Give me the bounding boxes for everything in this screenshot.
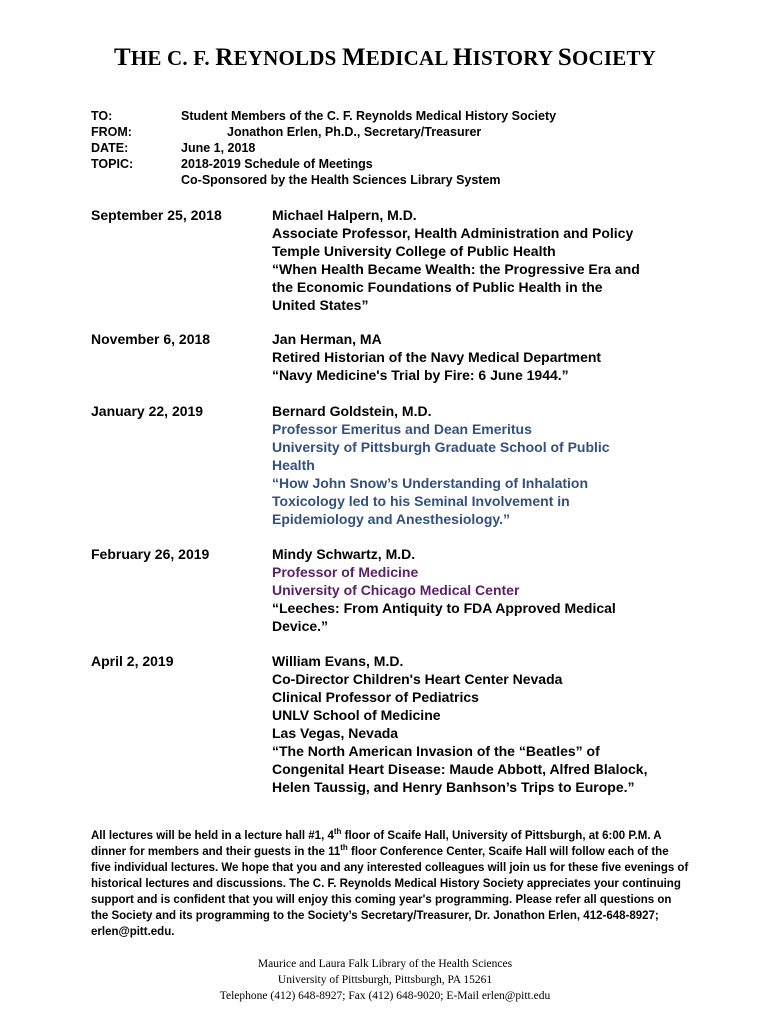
event-details bbox=[272, 545, 692, 635]
event-date: November 6, 2018 bbox=[91, 331, 211, 347]
memo-date-label: DATE: bbox=[91, 141, 129, 155]
title-part: H bbox=[452, 44, 473, 71]
speaker-affiliation: UNLV School of Medicine bbox=[272, 707, 441, 723]
lecture-title-line: “How John Snow’s Understanding of Inhalation bbox=[272, 475, 589, 491]
speaker-affiliation: Health bbox=[272, 457, 315, 473]
speaker-affiliation: University of Pittsburgh Graduate School of Public bbox=[272, 439, 610, 455]
memo-topic-value: 2018-2019 Schedule of Meetings bbox=[181, 157, 373, 171]
lecture-title-line: Helen Taussig, and Henry Banhson’s Trips to Europe.” bbox=[272, 779, 635, 795]
speaker-title: Professor Emeritus and Dean Emeritus bbox=[272, 421, 532, 437]
memo-topic-label: TOPIC: bbox=[91, 157, 134, 171]
lecture-title-line: “Navy Medicine's Trial by Fire: 6 June 1944.” bbox=[272, 367, 569, 383]
event-date: February 26, 2019 bbox=[91, 546, 210, 562]
title-part: EYNOLDS bbox=[233, 46, 342, 70]
event-date: January 22, 2019 bbox=[91, 403, 204, 419]
paragraph-text: floor of Scaife Hall, University of Pittsburgh, at 6:00 P.M. A dinner for members and their guests in the 11 bbox=[91, 830, 662, 858]
lecture-info-paragraph bbox=[91, 828, 691, 940]
lecture-title-line: “Leeches: From Antiquity to FDA Approved Medical bbox=[272, 600, 616, 616]
memo-to-label: TO: bbox=[91, 109, 113, 123]
speaker-location: Las Vegas, Nevada bbox=[272, 725, 399, 741]
memo-from-label: FROM: bbox=[91, 125, 132, 139]
event-details bbox=[272, 652, 692, 796]
lecture-title-line: Device.” bbox=[272, 618, 329, 634]
speaker-name: William Evans, M.D. bbox=[272, 653, 404, 669]
speaker-name: Michael Halpern, M.D. bbox=[272, 207, 417, 223]
event-details bbox=[272, 206, 692, 314]
memo-date-value: June 1, 2018 bbox=[181, 141, 256, 155]
page-title bbox=[0, 44, 770, 72]
speaker-title: Associate Professor, Health Administration and Policy bbox=[272, 225, 634, 241]
title-part: S bbox=[557, 44, 572, 71]
event-date: September 25, 2018 bbox=[91, 207, 222, 223]
event-details bbox=[272, 402, 692, 528]
memo-to-value: Student Members of the C. F. Reynolds Medical History Society bbox=[181, 109, 557, 123]
event-details bbox=[272, 330, 692, 384]
title-part: C. F. bbox=[167, 46, 216, 70]
speaker-affiliation: Temple University College of Public Health bbox=[272, 243, 556, 259]
speaker-name: Jan Herman, MA bbox=[272, 331, 382, 347]
lecture-title-line: Toxicology led to his Seminal Involvement in bbox=[272, 493, 570, 509]
lecture-title-line: the Economic Foundations of Public Health in the bbox=[272, 279, 603, 295]
speaker-name: Mindy Schwartz, M.D. bbox=[272, 546, 416, 562]
ordinal-suffix: th bbox=[340, 843, 348, 853]
title-part: EDICAL bbox=[365, 46, 453, 70]
paragraph-text: All lectures will be held in a lecture hall #1, 4 bbox=[91, 830, 334, 842]
title-part: T bbox=[113, 44, 131, 71]
event-date: April 2, 2019 bbox=[91, 653, 174, 669]
title-part: OCIETY bbox=[571, 46, 657, 70]
lecture-title-line: Congenital Heart Disease: Maude Abbott, Alfred Blalock, bbox=[272, 761, 648, 777]
title-part: HE bbox=[130, 46, 168, 70]
memo-topic-value-2: Co-Sponsored by the Health Sciences Library System bbox=[181, 173, 501, 187]
speaker-title: Clinical Professor of Pediatrics bbox=[272, 689, 479, 705]
speaker-title: Co-Director Children's Heart Center Nevada bbox=[272, 671, 563, 687]
title-part: R bbox=[215, 44, 234, 71]
ordinal-suffix: th bbox=[333, 827, 342, 837]
address-block bbox=[0, 956, 770, 1004]
paragraph-text: floor Conference Center, Scaife Hall will follow each of the five individual lectures. We hope that you and any interested colleagues will join us for these five evenings of historical lectures and discussions. The C. F. Reynolds Medical History Society appreciates your continuing support and is confident that you will enjoy this coming year's programming. Please refer all questions on the Society and its programming to the Society’s Secretary/Treasurer, Dr. Jonathon Erlen, 412-648-8927; erlen@pitt.edu. bbox=[91, 846, 689, 938]
memo-from-value: Jonathon Erlen, Ph.D., Secretary/Treasurer bbox=[227, 125, 482, 139]
lecture-title-line: “The North American Invasion of the “Beatles” of bbox=[272, 743, 600, 759]
lecture-title-line: United States” bbox=[272, 297, 369, 313]
speaker-affiliation: University of Chicago Medical Center bbox=[272, 582, 520, 598]
speaker-name: Bernard Goldstein, M.D. bbox=[272, 403, 432, 419]
address-line-contact: Telephone (412) 648-8927; Fax (412) 648-9020; E-Mail erlen@pitt.edu bbox=[219, 990, 551, 1002]
address-line-university: University of Pittsburgh, Pittsburgh, PA 15261 bbox=[277, 974, 493, 986]
title-part: ISTORY bbox=[472, 46, 558, 70]
address-line-library: Maurice and Laura Falk Library of the Health Sciences bbox=[257, 958, 513, 970]
lecture-title-line: Epidemiology and Anesthesiology.” bbox=[272, 511, 511, 527]
lecture-title-line: “When Health Became Wealth: the Progressive Era and bbox=[272, 261, 640, 277]
speaker-title: Retired Historian of the Navy Medical Department bbox=[272, 349, 602, 365]
speaker-title: Professor of Medicine bbox=[272, 564, 419, 580]
title-part: M bbox=[341, 44, 366, 71]
